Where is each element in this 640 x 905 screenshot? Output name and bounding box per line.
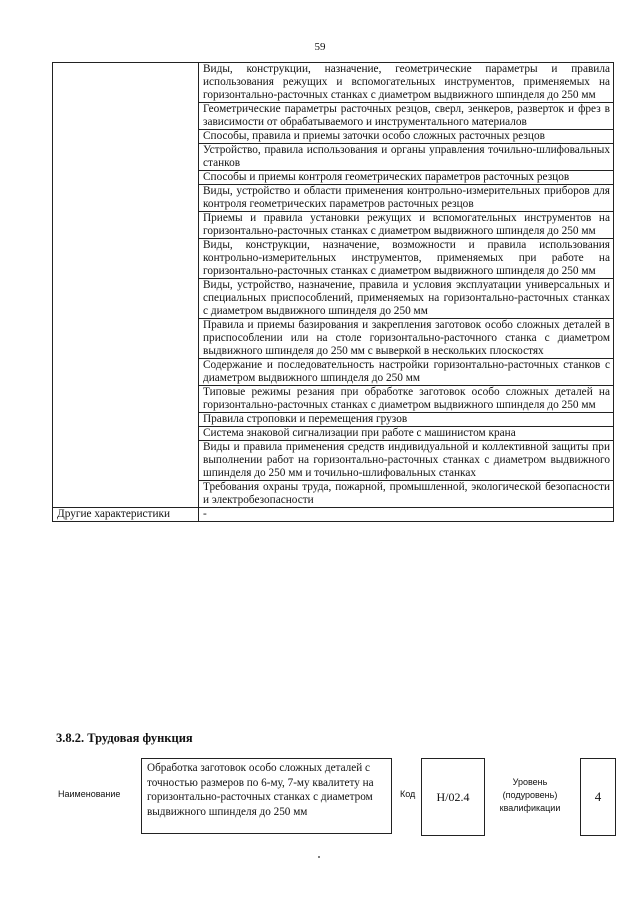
table-cell: Типовые режимы резания при обработке заготовок особо сложных деталей на горизонтально-расточных станках с диаметром выдвижного шпинделя до 250 мм xyxy=(199,386,614,413)
table-cell: Виды, конструкции, назначение, геометрические параметры и правила использования режущих и вспомогательных инструментов, применяемых на горизонтально-расточных станках с диаметром выдвижного шпинделя до 250 мм xyxy=(199,63,614,103)
page-number: 59 xyxy=(314,41,326,53)
table-row xyxy=(53,63,614,103)
table-cell: Правила и приемы базирования и закрепления заготовок особо сложных деталей в приспособлении или на столе горизонтально-расточного станка с диаметром выдвижного шпинделя до 250 мм с выверкой в нескольких плоскостях xyxy=(199,319,614,359)
table-cell: Приемы и правила установки режущих и вспомогательных инструментов на горизонтально-расточных станках с диаметром выдвижного шпинделя до 250 мм xyxy=(199,212,614,239)
other-characteristics-value: - xyxy=(199,508,614,522)
code-label: Код xyxy=(400,789,416,799)
name-label: Наименование xyxy=(58,789,121,799)
table-cell: Содержание и последовательность настройки горизонтально-расточных станков с диаметром выдвижного шпинделя до 250 мм xyxy=(199,359,614,386)
section-title: 3.8.2. Трудовая функция xyxy=(56,731,193,745)
table-cell: Правила строповки и перемещения грузов xyxy=(199,413,614,427)
qualification-level-label: Уровень (подуровень) квалификации xyxy=(499,777,561,813)
table-cell: Геометрические параметры расточных резцов, сверл, зенкеров, разверток и фрез в зависимости от обрабатываемого и инструментального материалов xyxy=(199,103,614,130)
table-cell: Виды, устройство, назначение, правила и условия эксплуатации универсальных и специальных приспособлений, применяемых на горизонтально-расточных станках с диаметром выдвижного шпинделя до 250 мм xyxy=(199,279,614,319)
table-cell: Устройство, правила использования и органы управления точильно-шлифовальных станков xyxy=(199,144,614,171)
stray-dot xyxy=(318,856,320,858)
knowledge-table xyxy=(52,62,614,522)
table-cell: Способы, правила и приемы заточки особо сложных расточных резцов xyxy=(199,130,614,144)
table-cell: Требования охраны труда, пожарной, промышленной, экологической безопасности и электробезопасности xyxy=(199,481,614,508)
other-characteristics-row xyxy=(53,508,614,522)
knowledge-label-cell xyxy=(53,63,199,508)
function-name-box: Обработка заготовок особо сложных деталей с точностью размеров по 6-му, 7-му квалитету на горизонтально-расточных станках с диаметром выдвижного шпинделя до 250 мм xyxy=(141,758,392,834)
table-cell: Виды и правила применения средств индивидуальной и коллективной защиты при выполнении работ на горизонтально-расточных станках с диаметром выдвижного шпинделя до 250 мм и точильно-шлифовальных станках xyxy=(199,441,614,481)
other-characteristics-label: Другие характеристики xyxy=(53,508,199,522)
table-cell: Система знаковой сигнализации при работе с машинистом крана xyxy=(199,427,614,441)
table-cell: Виды, конструкции, назначение, возможности и правила использования контрольно-измерительных инструментов, применяемых при работе на горизонтально-расточных станках с диаметром выдвижного шпинделя до 250 мм xyxy=(199,239,614,279)
table-cell: Способы и приемы контроля геометрических параметров расточных резцов xyxy=(199,171,614,185)
code-value-box: H/02.4 xyxy=(421,758,485,836)
table-cell: Виды, устройство и области применения контрольно-измерительных приборов для контроля геометрических параметров расточных резцов xyxy=(199,185,614,212)
qualification-level-box: 4 xyxy=(580,758,616,836)
